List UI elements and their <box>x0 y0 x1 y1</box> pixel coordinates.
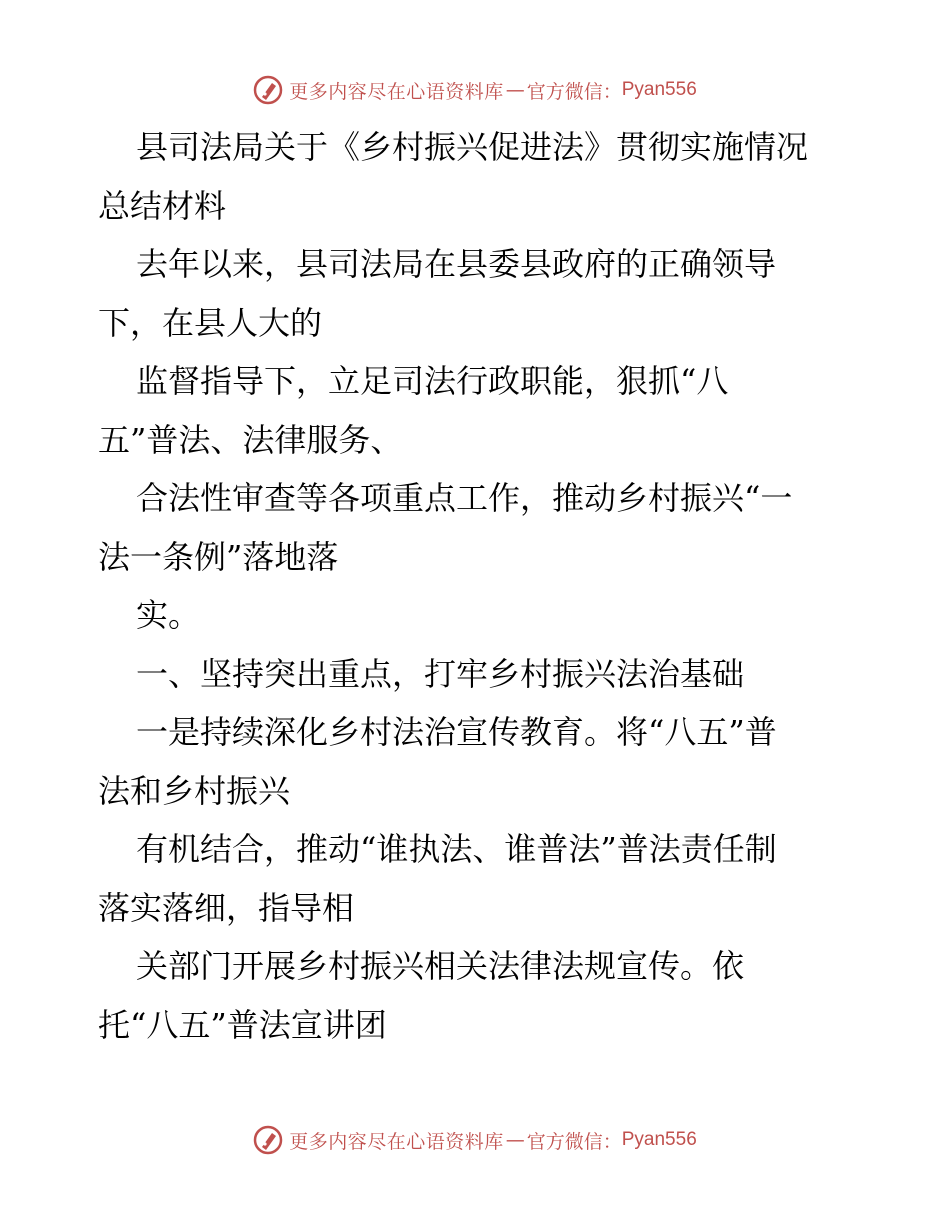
paragraph-line: 法和乡村振兴 <box>98 771 291 810</box>
watermark-dash: — <box>505 1129 525 1151</box>
paragraph-line: 落实落细，指导相 <box>98 888 355 927</box>
paragraph-line: 五”普法、法律服务、 <box>98 420 403 459</box>
watermark-wechat-label: 官方微信： <box>526 1130 622 1153</box>
document-body <box>98 118 868 1054</box>
pen-nib-logo-icon <box>253 1125 283 1155</box>
watermark-wechat-label: 官方微信： <box>526 80 622 103</box>
paragraph-line: 一是持续深化乡村法治宣传教育。将“八五”普 <box>136 713 777 751</box>
footer-watermark <box>0 1120 950 1160</box>
header-watermark <box>0 70 950 110</box>
paragraph-line: 下，在县人大的 <box>98 303 323 342</box>
paragraph-line: 有机结合，推动“谁执法、谁普法”普法责任制 <box>136 830 777 868</box>
watermark-site-text: 更多内容尽在心语资料库 <box>289 1130 504 1153</box>
paragraph-line: 法一条例”落地落 <box>98 537 339 576</box>
doc-title-line-1: 县司法局关于《乡村振兴促进法》贯彻实施情况 <box>136 128 809 166</box>
watermark-dash: — <box>505 79 525 101</box>
paragraph-line: 监督指导下，立足司法行政职能，狠抓“八 <box>136 362 729 400</box>
paragraph-line: 实。 <box>136 596 201 634</box>
section-heading: 一、坚持突出重点，打牢乡村振兴法治基础 <box>136 654 745 693</box>
paragraph-line: 关部门开展乡村振兴相关法律法规宣传。依 <box>136 947 745 985</box>
paragraph-line: 托“八五”普法宣讲团 <box>98 1005 387 1044</box>
pen-nib-logo-icon <box>253 75 283 105</box>
doc-title-line-2: 总结材料 <box>98 186 227 225</box>
watermark-wechat-id: Pyan556 <box>621 1129 697 1150</box>
watermark-wechat-id: Pyan556 <box>621 79 697 100</box>
paragraph-line: 合法性审查等各项重点工作，推动乡村振兴“一 <box>136 479 793 517</box>
watermark-site-text: 更多内容尽在心语资料库 <box>289 80 504 103</box>
paragraph-line: 去年以来，县司法局在县委县政府的正确领导 <box>136 245 777 283</box>
